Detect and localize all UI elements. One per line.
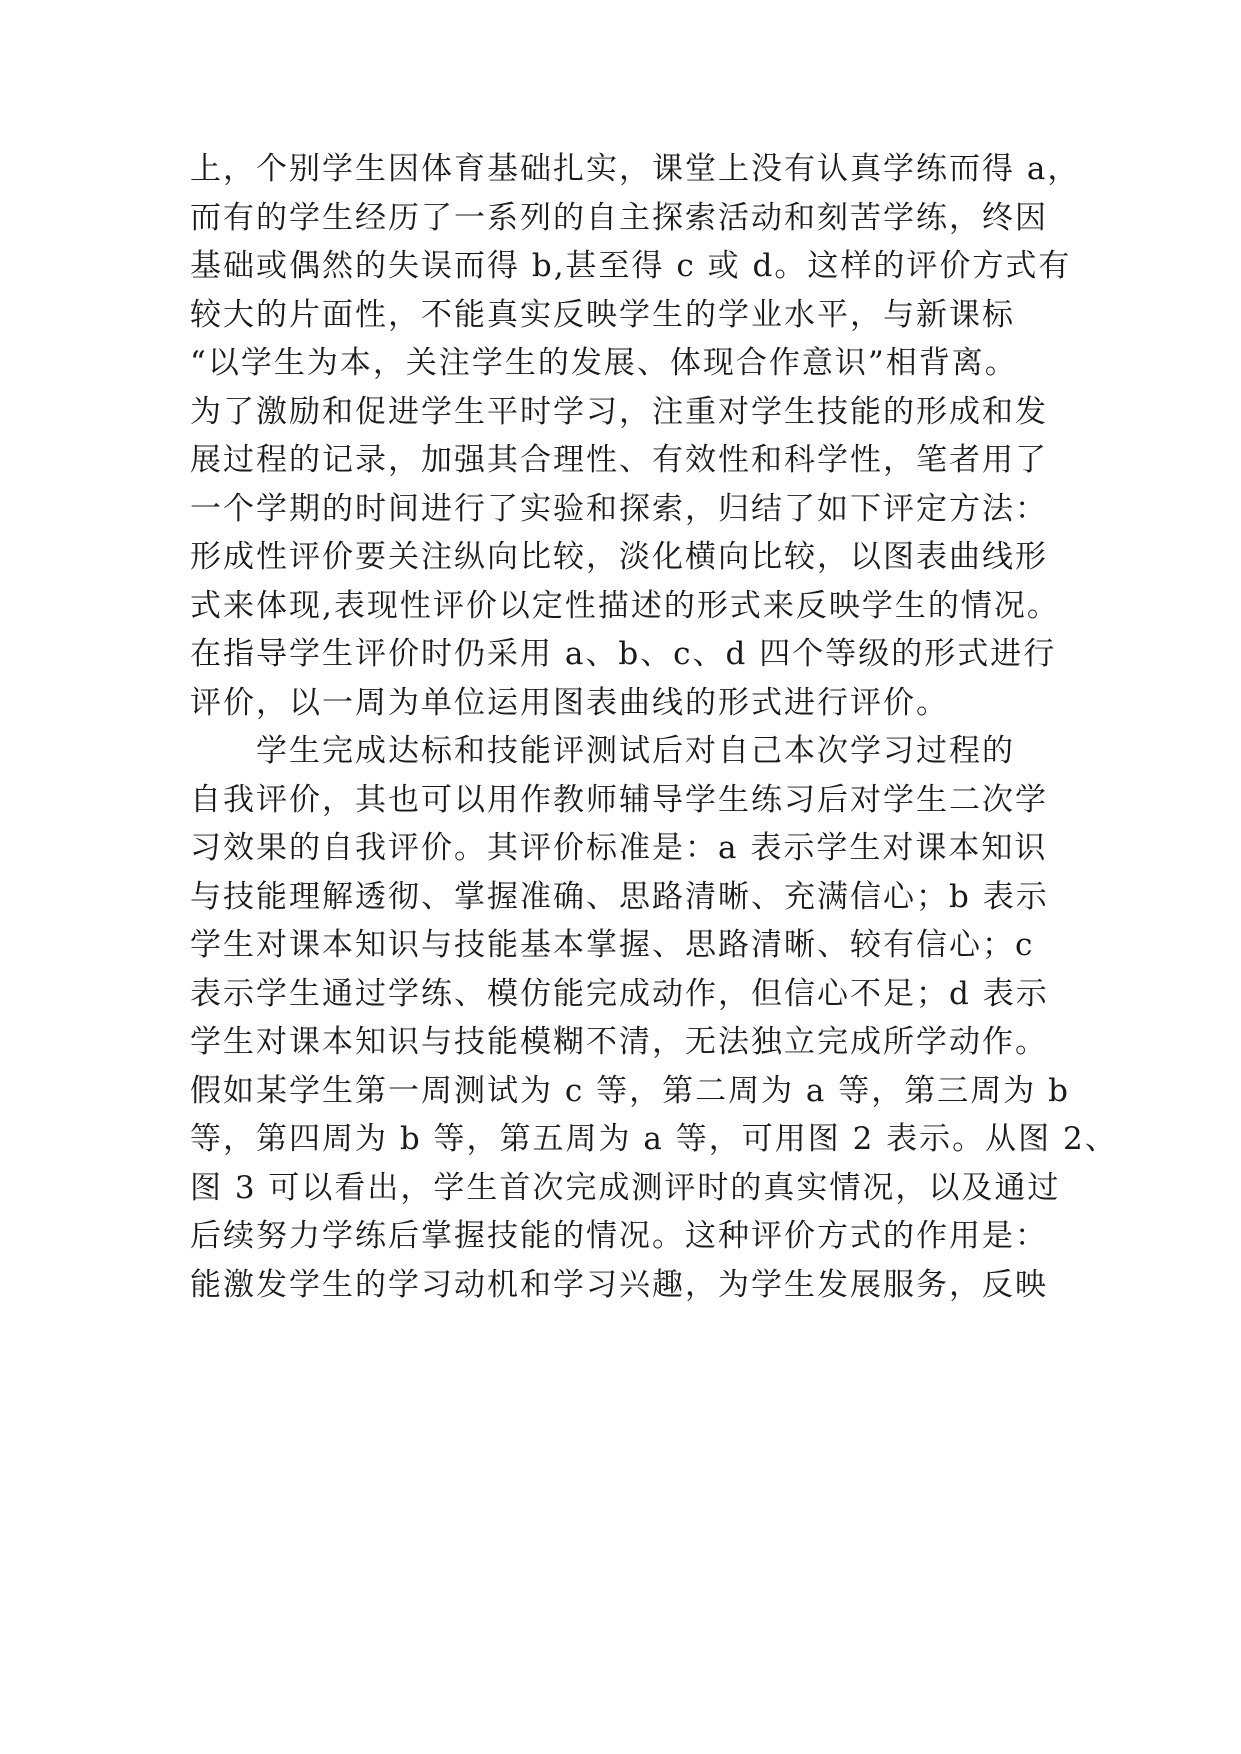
text-line: 式来体现,表现性评价以定性描述的形式来反映学生的情况。 — [190, 587, 1060, 624]
text-line: “以学生为本，关注学生的发展、体现合作意识”相背离。 — [190, 345, 1018, 381]
text-line: 评价，以一周为单位运用图表曲线的形式进行评价。 — [190, 684, 949, 721]
text-line: 习效果的自我评价。其评价标准是：a 表示学生对课本知识 — [190, 830, 1048, 866]
text-line: 为了激励和促进学生平时学习，注重对学生技能的形成和发 — [190, 393, 1048, 430]
text-line: 基础或偶然的失误而得 b,甚至得 c 或 d。这样的评价方式有 — [190, 248, 1072, 284]
text-line: 图 3 可以看出，学生首次完成测评时的真实情况，以及通过 — [190, 1169, 1061, 1206]
paragraph-2 — [190, 727, 1118, 1309]
text-line: 较大的片面性，不能真实反映学生的学业水平，与新课标 — [190, 296, 1015, 333]
text-line: 表示学生通过学练、模仿能完成动作，但信心不足；d 表示 — [190, 975, 1049, 1012]
text-line: 能激发学生的学习动机和学习兴趣，为学生发展服务，反映 — [190, 1266, 1048, 1303]
text-line: 假如某学生第一周测试为 c 等，第二周为 a 等，第三周为 b — [190, 1072, 1070, 1109]
text-line: 展过程的记录，加强其合理性、有效性和科学性，笔者用了 — [190, 442, 1048, 478]
text-line: 一个学期的时间进行了实验和探索，归结了如下评定方法： — [190, 490, 1048, 527]
text-line: 在指导学生评价时仍采用 a、b、c、d 四个等级的形式进行 — [190, 636, 1057, 672]
text-line: 而有的学生经历了一系列的自主探索活动和刻苦学练，终因 — [190, 199, 1048, 236]
body-text — [190, 145, 1118, 1309]
text-line: 自我评价，其也可以用作教师辅导学生练习后对学生二次学 — [190, 781, 1048, 818]
text-line: 后续努力学练后掌握技能的情况。这种评价方式的作用是： — [190, 1218, 1048, 1254]
paragraph-1 — [190, 145, 1081, 727]
text-line: 学生对课本知识与技能模糊不清，无法独立完成所学动作。 — [190, 1024, 1048, 1060]
text-line: 形成性评价要关注纵向比较，淡化横向比较，以图表曲线形 — [190, 539, 1048, 575]
text-line: 学生完成达标和技能评测试后对自己本次学习过程的 — [256, 733, 1015, 769]
text-line: 上，个别学生因体育基础扎实，课堂上没有认真学练而得 a， — [190, 151, 1081, 187]
text-line: 与技能理解透彻、掌握准确、思路清晰、充满信心；b 表示 — [190, 878, 1049, 915]
text-line: 等，第四周为 b 等，第五周为 a 等，可用图 2 表示。从图 2、 — [190, 1121, 1118, 1157]
text-line: 学生对课本知识与技能基本掌握、思路清晰、较有信心；c — [190, 927, 1035, 963]
